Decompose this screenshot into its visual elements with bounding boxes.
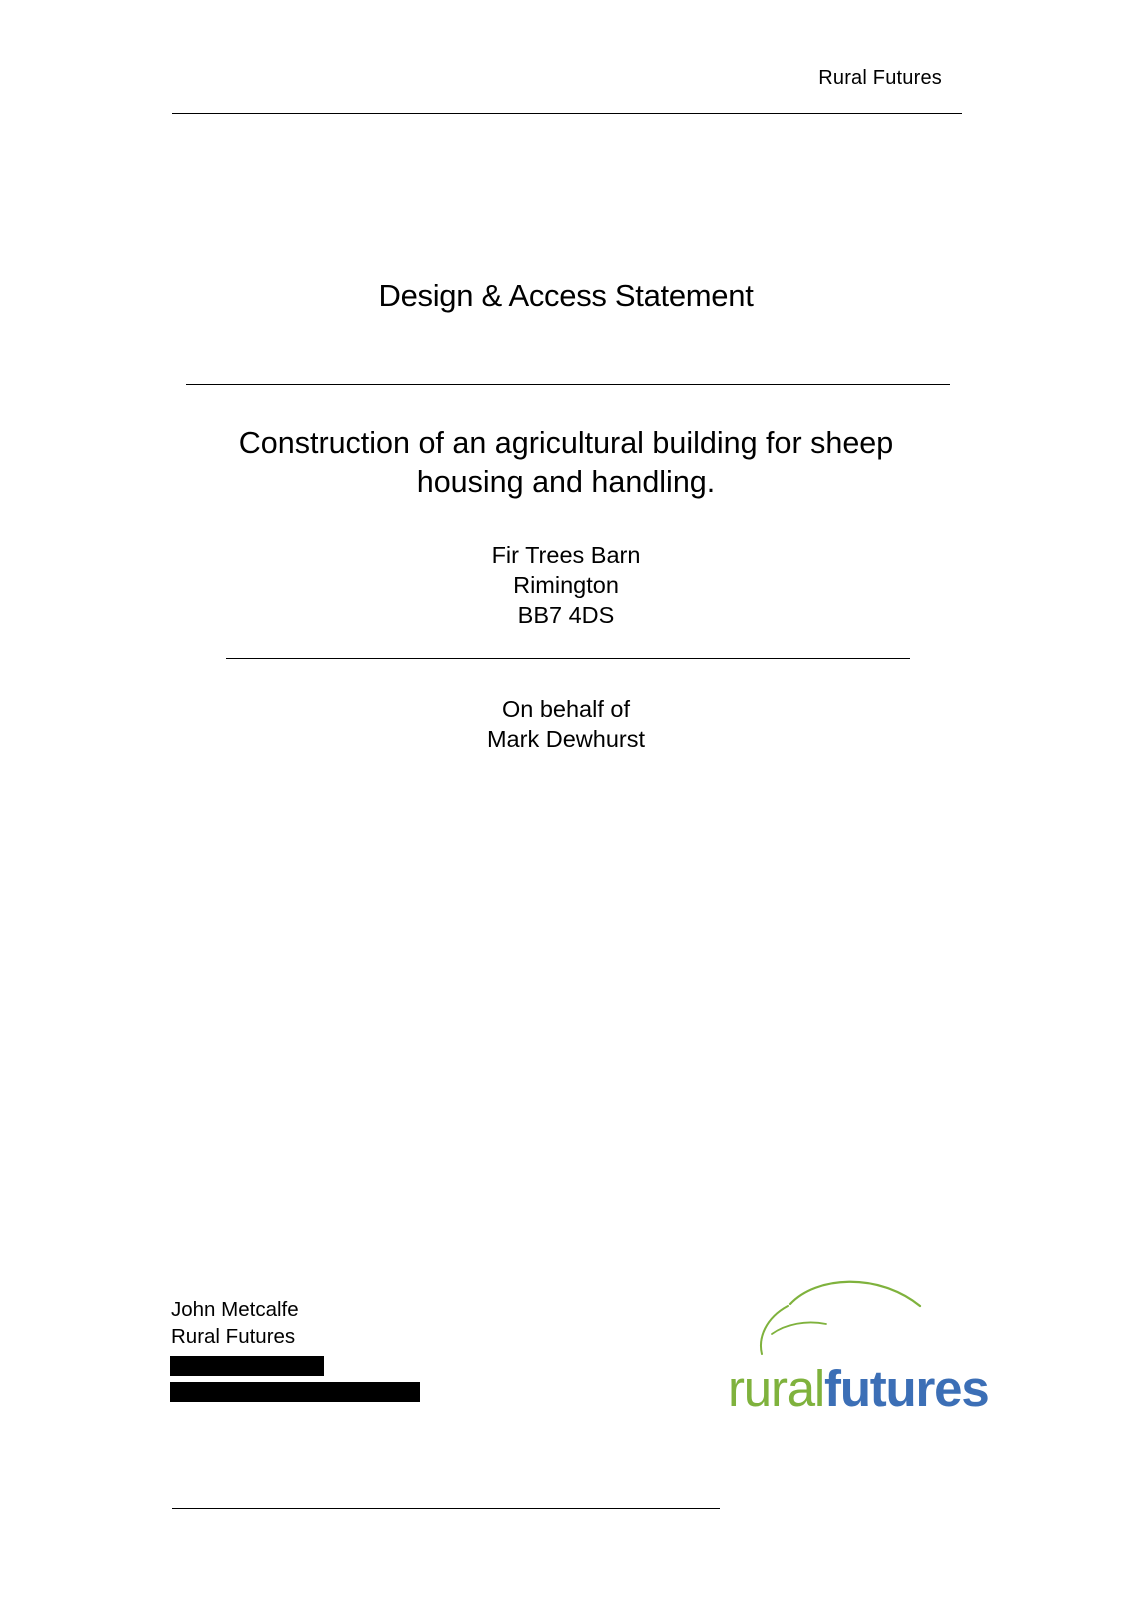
contact-block bbox=[171, 1296, 299, 1350]
title-rule bbox=[186, 384, 950, 385]
subtitle-line-2: housing and handling. bbox=[416, 465, 716, 499]
contact-name: John Metcalfe bbox=[171, 1298, 299, 1321]
client-block bbox=[0, 694, 1132, 754]
subtitle-line-1: Construction of an agricultural building for sheep bbox=[238, 426, 894, 460]
redacted-contact-line-2 bbox=[170, 1382, 420, 1402]
header-organization: Rural Futures bbox=[818, 67, 942, 89]
site-address bbox=[0, 540, 1132, 630]
redacted-contact-line-1 bbox=[170, 1356, 324, 1376]
header-rule bbox=[172, 113, 962, 114]
footer-rule bbox=[172, 1508, 720, 1509]
behalf-label: On behalf of bbox=[501, 696, 631, 722]
logo-wordmark bbox=[728, 1360, 988, 1418]
rural-futures-logo bbox=[728, 1276, 1000, 1426]
logo-word-rural: rural bbox=[728, 1360, 825, 1417]
document-subtitle bbox=[180, 424, 952, 502]
client-name: Mark Dewhurst bbox=[486, 726, 645, 752]
document-title: Design & Access Statement bbox=[378, 278, 754, 313]
address-line-1: Fir Trees Barn bbox=[491, 542, 641, 568]
address-line-2: Rimington bbox=[513, 572, 619, 598]
logo-word-futures: futures bbox=[824, 1360, 989, 1417]
address-rule bbox=[226, 658, 910, 659]
address-line-3: BB7 4DS bbox=[517, 602, 615, 628]
contact-company: Rural Futures bbox=[171, 1325, 296, 1348]
